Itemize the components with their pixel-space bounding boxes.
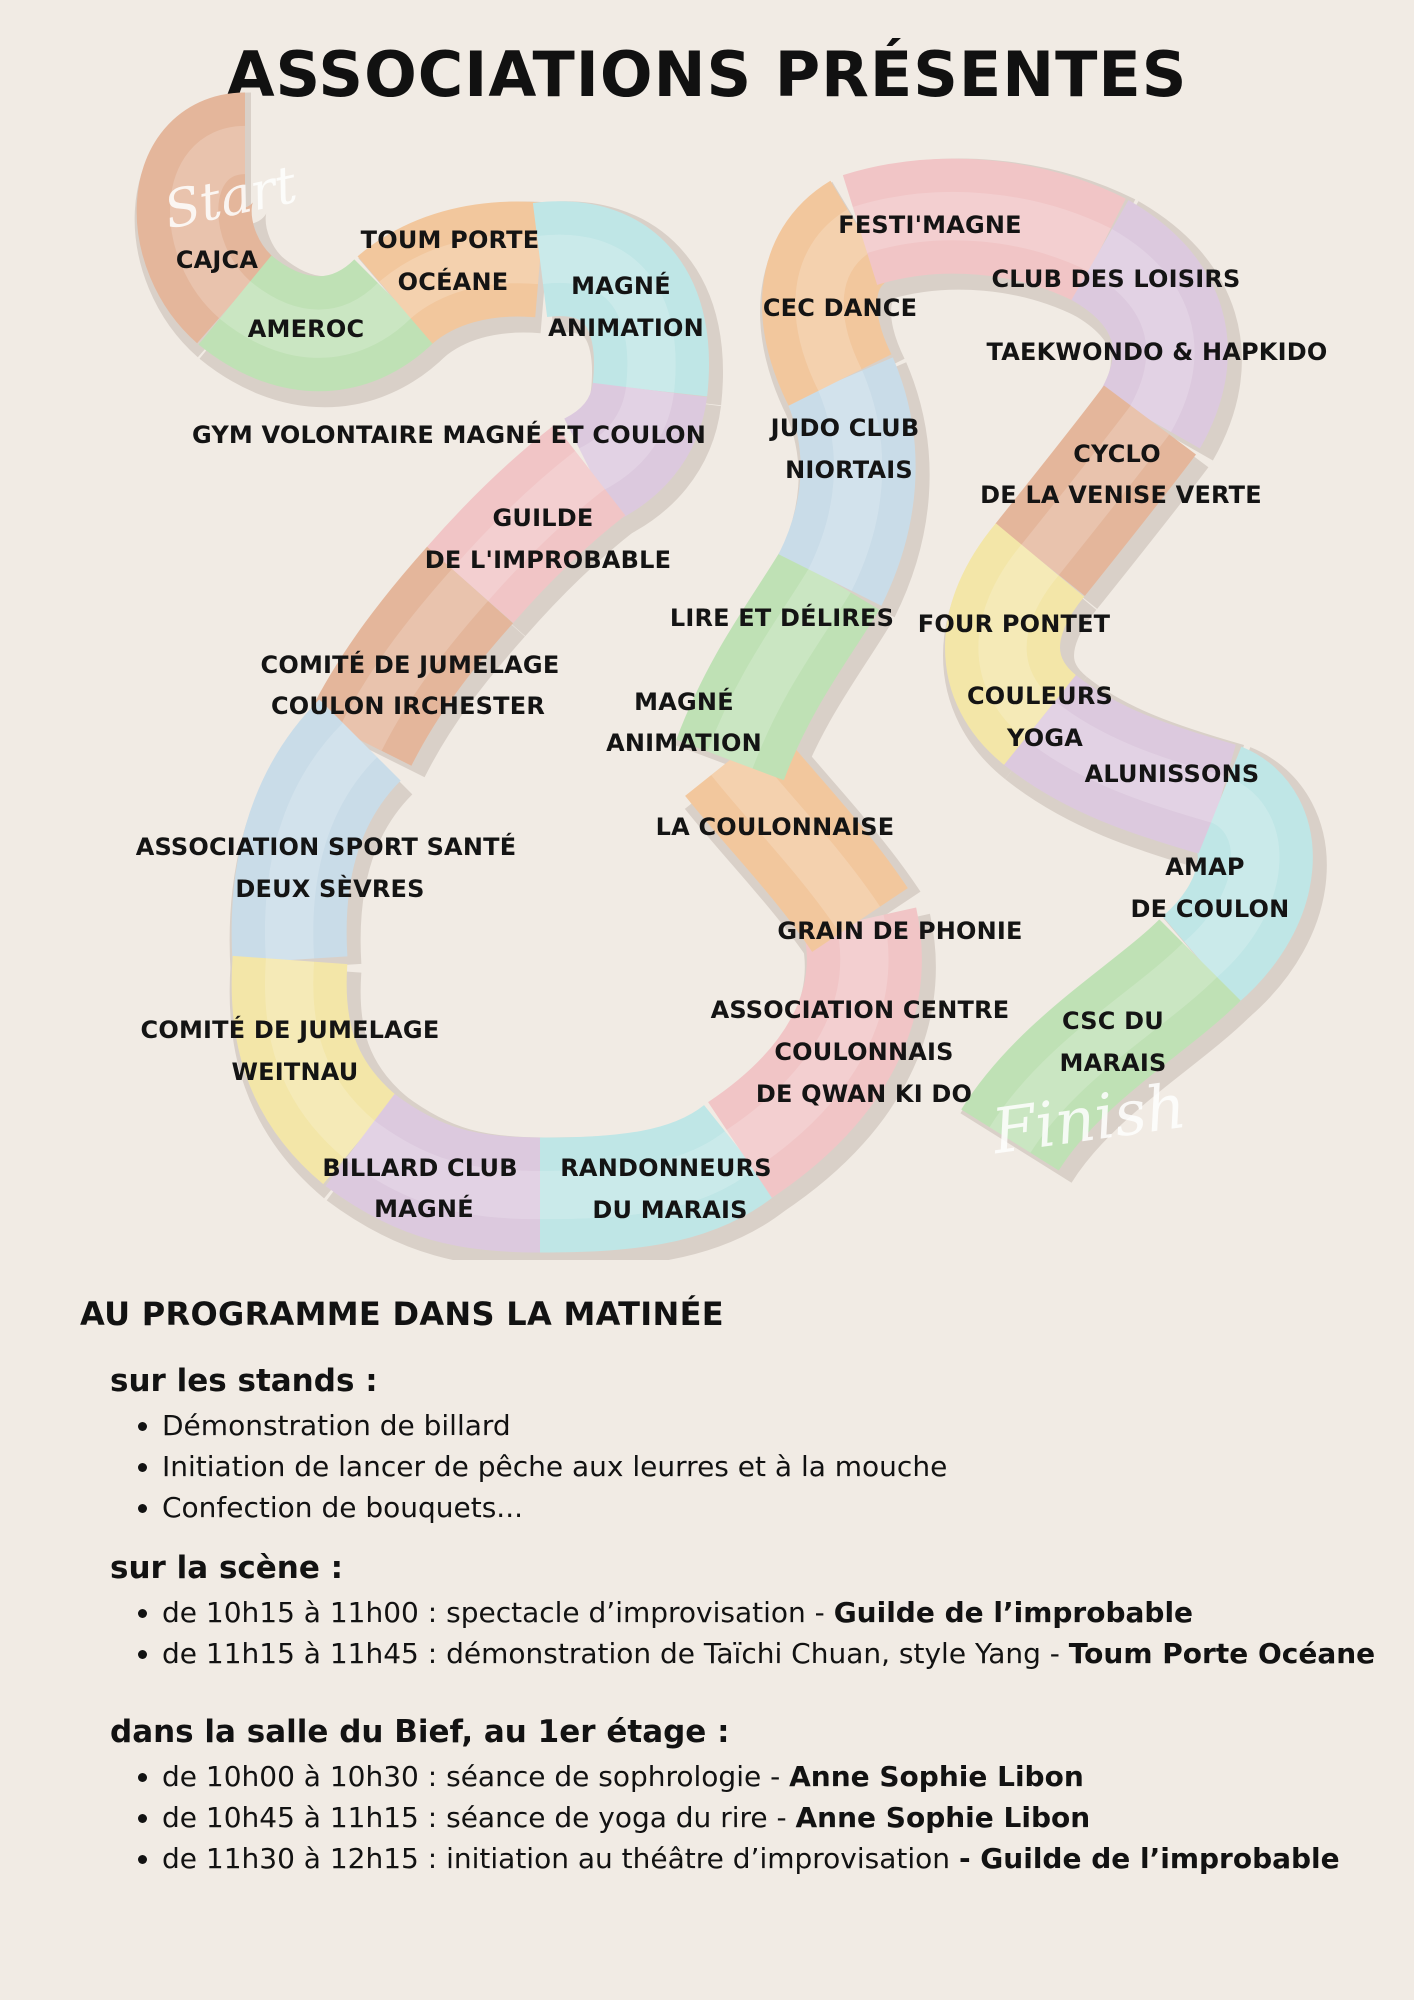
assoc-guilde-1: GUILDE — [492, 504, 594, 532]
bief-title: dans la salle du Bief, au 1er étage : — [110, 1714, 730, 1750]
assoc-taekwondo: TAEKWONDO & HAPKIDO — [986, 338, 1328, 366]
assoc-csc-marais-1: CSC DU — [1062, 1007, 1164, 1035]
assoc-qwan-ki-do-2: COULONNAIS — [774, 1038, 954, 1066]
assoc-alunissons: ALUNISSONS — [1084, 760, 1260, 788]
program-section — [80, 1295, 1380, 1901]
scene-list — [110, 1592, 1380, 1674]
performer: Anne Sophie Libon — [795, 1801, 1091, 1834]
assoc-billard-2: MAGNÉ — [374, 1195, 474, 1223]
assoc-grain-de-phonie: GRAIN DE PHONIE — [777, 917, 1023, 945]
list-item: • de 10h15 à 11h00 : spectacle d’improvisation - Guilde de l’improbable — [162, 1592, 1380, 1633]
assoc-qwan-ki-do-1: ASSOCIATION CENTRE — [710, 996, 1010, 1024]
assoc-toum-porte-1: TOUM PORTE — [360, 226, 540, 254]
assoc-gym-volontaire: GYM VOLONTAIRE MAGNÉ ET COULON — [191, 421, 707, 449]
assoc-ameroc: AMEROC — [247, 315, 365, 343]
assoc-magne-animation-2b: ANIMATION — [606, 729, 762, 757]
stands-section — [110, 1363, 1380, 1879]
list-item: • de 11h15 à 11h45 : démonstration de Taïchi Chuan, style Yang - Toum Porte Océane — [162, 1633, 1380, 1674]
assoc-judo-club-1: JUDO CLUB — [770, 414, 920, 442]
performer: - Guilde de l’improbable — [958, 1842, 1340, 1875]
assoc-club-des-loisirs: CLUB DES LOISIRS — [991, 265, 1241, 293]
scene-title: sur la scène : — [110, 1550, 344, 1586]
assoc-four-pontet: FOUR PONTET — [917, 610, 1111, 638]
page-title: ASSOCIATIONS PRÉSENTES — [226, 38, 1188, 111]
assoc-qwan-ki-do-3: DE QWAN KI DO — [755, 1080, 973, 1108]
assoc-jumelage-coulon-2: COULON IRCHESTER — [270, 692, 546, 720]
assoc-amap-1: AMAP — [1165, 853, 1245, 881]
assoc-magne-animation-1b: ANIMATION — [548, 314, 704, 342]
stands-list — [110, 1405, 1380, 1528]
assoc-cyclo-1: CYCLO — [1073, 440, 1161, 468]
stands-title: sur les stands : — [110, 1363, 378, 1399]
list-item: • de 11h30 à 12h15 : initiation au théâtre d’improvisation - Guilde de l’improbable — [162, 1838, 1380, 1879]
assoc-jumelage-weitnau-1: COMITÉ DE JUMELAGE — [140, 1016, 440, 1044]
list-item: • Démonstration de billard — [162, 1405, 1380, 1446]
assoc-randonneurs-2: DU MARAIS — [592, 1196, 748, 1224]
performer: Anne Sophie Libon — [789, 1760, 1084, 1793]
assoc-jumelage-weitnau-2: WEITNAU — [231, 1058, 359, 1086]
assoc-couleurs: COULEURS — [966, 682, 1114, 710]
assoc-sport-sante-1: ASSOCIATION SPORT SANTÉ — [135, 833, 517, 861]
performer: Guilde de l’improbable — [833, 1596, 1194, 1629]
assoc-guilde-2: DE L'IMPROBABLE — [424, 546, 672, 574]
list-item: • de 10h00 à 10h30 : séance de sophrologie - Anne Sophie Libon — [162, 1756, 1380, 1797]
assoc-billard-1: BILLARD CLUB — [322, 1154, 518, 1182]
assoc-festimagne: FESTI'MAGNE — [838, 211, 1022, 239]
assoc-cyclo-2: DE LA VENISE VERTE — [980, 481, 1262, 509]
assoc-judo-club-2: NIORTAIS — [785, 456, 913, 484]
assoc-la-coulonnaise: LA COULONNAISE — [655, 813, 895, 841]
assoc-randonneurs-1: RANDONNEURS — [560, 1154, 772, 1182]
list-item: • de 10h45 à 11h15 : séance de yoga du rire - Anne Sophie Libon — [162, 1797, 1380, 1838]
assoc-csc-marais-2: MARAIS — [1059, 1049, 1167, 1077]
assoc-jumelage-coulon-1: COMITÉ DE JUMELAGE — [260, 651, 560, 679]
bief-list — [110, 1756, 1380, 1879]
list-item: • Initiation de lancer de pêche aux leurres et à la mouche — [162, 1446, 1380, 1487]
program-heading: AU PROGRAMME DANS LA MATINÉE — [80, 1295, 724, 1333]
assoc-toum-porte-2: OCÉANE — [397, 268, 509, 296]
start-label: Start — [159, 154, 302, 242]
performer: Toum Porte Océane — [1068, 1637, 1376, 1670]
assoc-sport-sante-2: DEUX SÈVRES — [235, 875, 425, 903]
assoc-lire-et-delires: LIRE ET DÉLIRES — [669, 604, 895, 632]
assoc-cajca: CAJCA — [175, 246, 259, 274]
list-item: • Confection de bouquets... — [162, 1487, 1380, 1528]
assoc-amap-2: DE COULON — [1130, 895, 1290, 923]
assoc-cec-dance: CEC DANCE — [762, 294, 918, 322]
finish-label: Finish — [987, 1068, 1191, 1169]
assoc-magne-animation-2a: MAGNÉ — [634, 688, 734, 716]
assoc-yoga: YOGA — [1007, 724, 1083, 752]
assoc-magne-animation-1a: MAGNÉ — [571, 272, 671, 300]
